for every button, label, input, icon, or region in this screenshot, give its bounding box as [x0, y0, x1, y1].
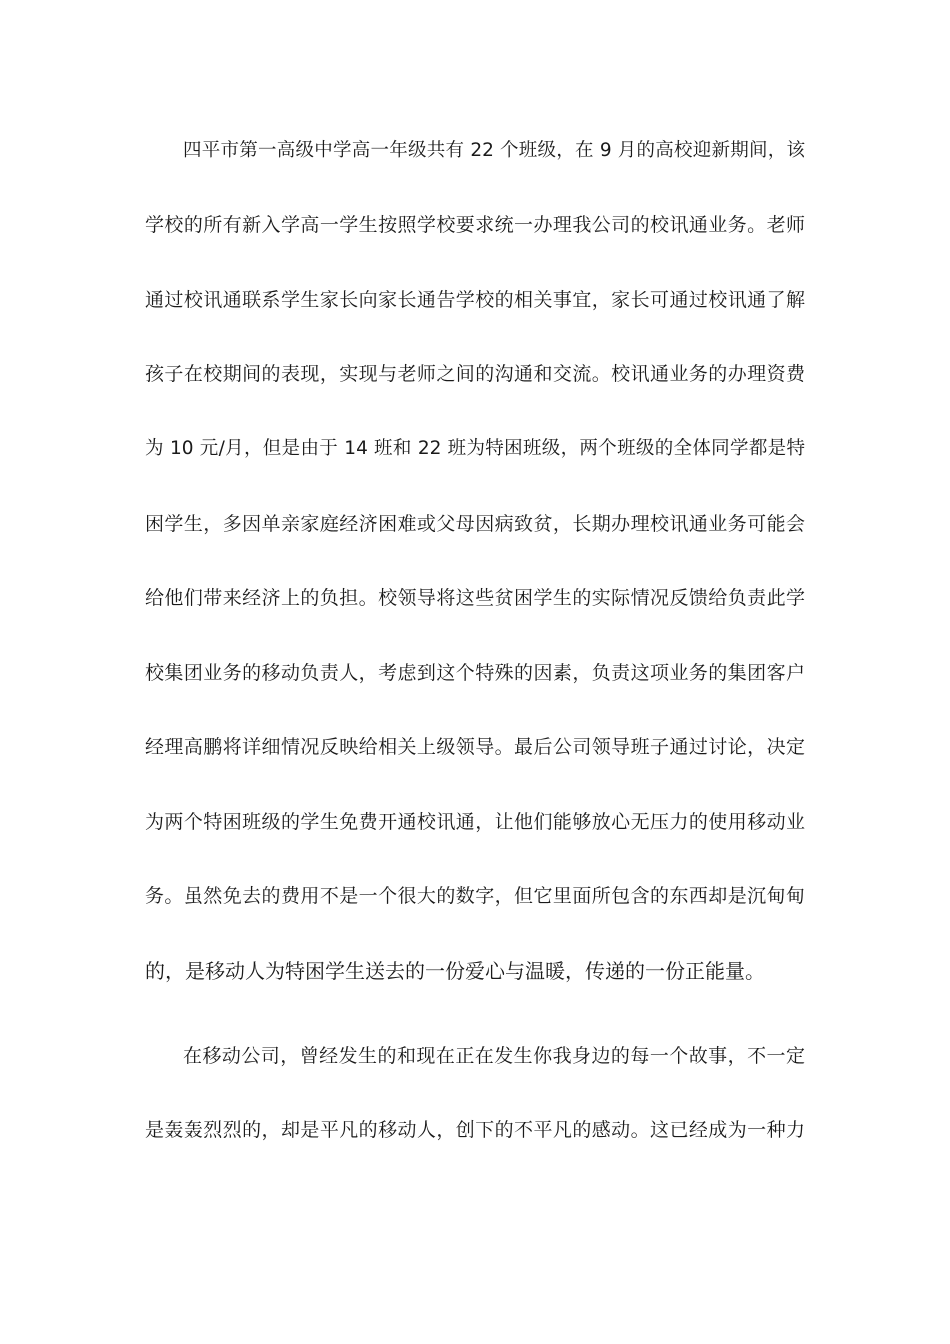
text-line: 经理高鹏将详细情况反映给相关上级领导。最后公司领导班子通过讨论，决定: [145, 736, 805, 758]
text-line: 学校的所有新入学高一学生按照学校要求统一办理我公司的校讯通业务。老师: [145, 214, 805, 236]
text-line: 校集团业务的移动负责人，考虑到这个特殊的因素，负责这项业务的集团客户: [145, 662, 805, 684]
text-line: 为 10 元/月，但是由于 14 班和 22 班为特困班级，两个班级的全体同学都是特: [145, 438, 805, 459]
text-line: 通过校讯通联系学生家长向家长通告学校的相关事宜，家长可通过校讯通了解: [145, 289, 805, 311]
text-line: 困学生，多因单亲家庭经济困难或父母因病致贫，长期办理校讯通业务可能会: [145, 513, 805, 535]
text-line: 务。虽然免去的费用不是一个很大的数字，但它里面所包含的东西却是沉甸甸: [145, 885, 805, 907]
text-line: 的，是移动人为特困学生送去的一份爱心与温暖，传递的一份正能量。: [145, 959, 765, 983]
text-line: 在移动公司，曾经发生的和现在正在发生你我身边的每一个故事，不一定: [183, 1045, 805, 1067]
text-line: 孩子在校期间的表现，实现与老师之间的沟通和交流。校讯通业务的办理资费: [145, 363, 805, 385]
text-line: 是轰轰烈烈的，却是平凡的移动人，创下的不平凡的感动。这已经成为一种力: [145, 1119, 805, 1141]
text-line: 给他们带来经济上的负担。校领导将这些贫困学生的实际情况反馈给负责此学: [145, 587, 805, 609]
text-line: 为两个特困班级的学生免费开通校讯通，让他们能够放心无压力的使用移动业: [145, 811, 805, 833]
text-line: 四平市第一高级中学高一年级共有 22 个班级，在 9 月的高校迎新期间，该: [183, 140, 805, 161]
